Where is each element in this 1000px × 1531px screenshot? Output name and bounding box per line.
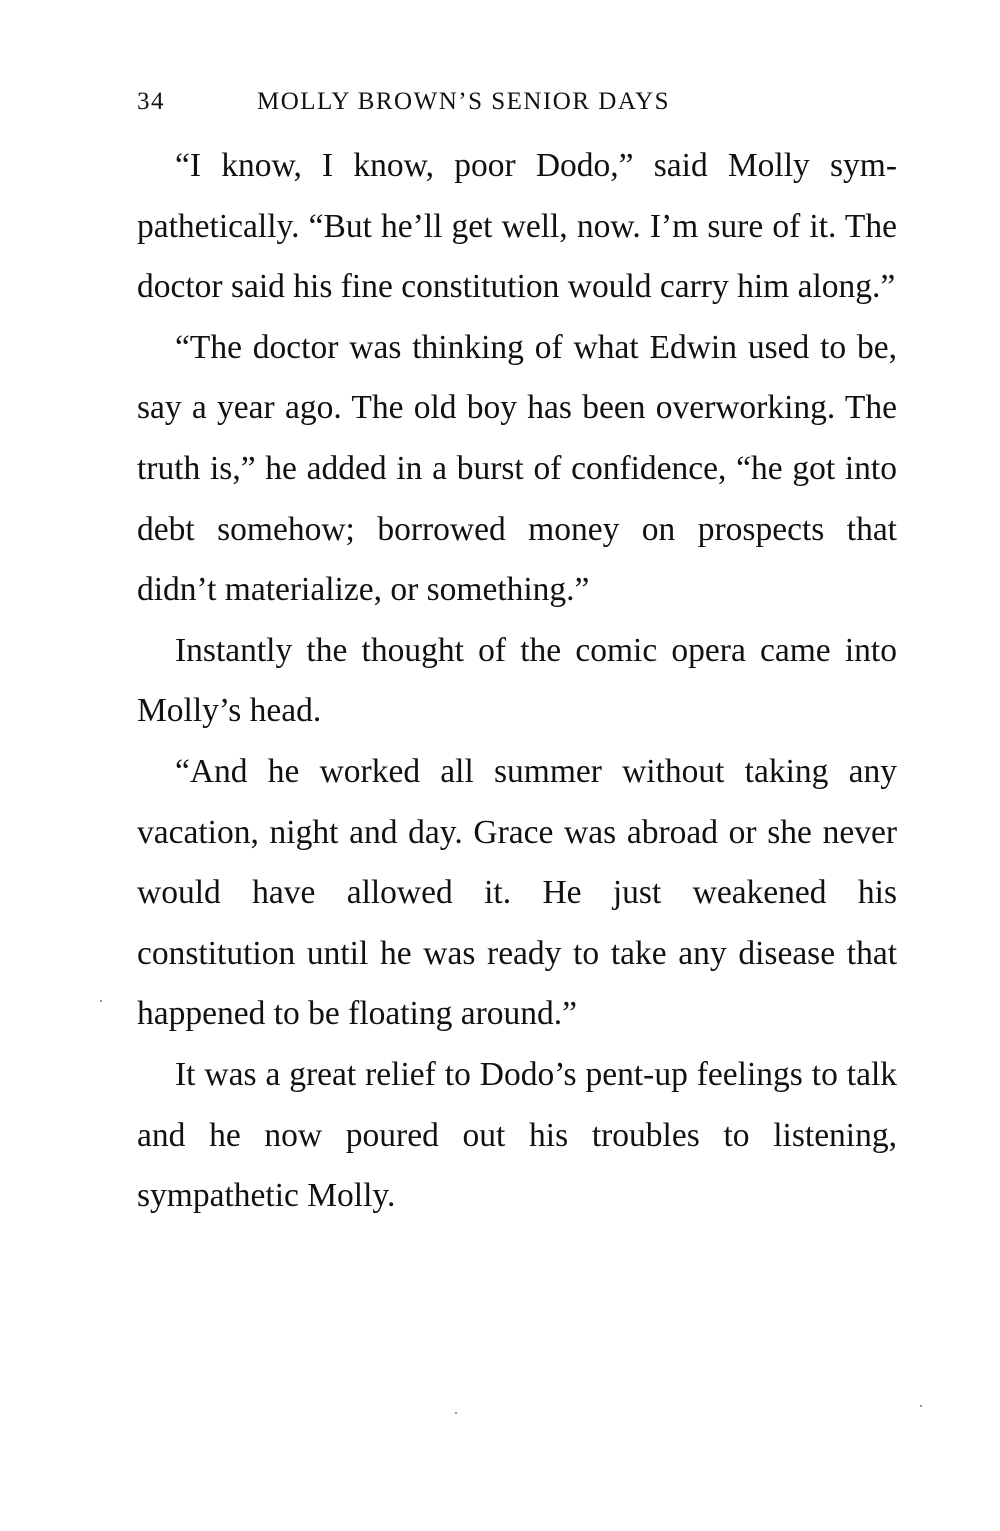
- scan-speck: [920, 1405, 922, 1407]
- paragraph-5: It was a great relief to Dodo’s pent-up feelings to talk and he now poured out his troubles to listening, sympathetic Molly.: [137, 1055, 897, 1215]
- page-number: 34: [137, 88, 165, 115]
- running-title: MOLLY BROWN’S SENIOR DAYS: [257, 88, 671, 115]
- page-header: [137, 82, 897, 122]
- scan-speck: [100, 1000, 102, 1002]
- body-text: [137, 136, 897, 1227]
- paragraph-3: Instantly the thought of the comic opera came into Molly’s head.: [137, 631, 897, 730]
- paragraph-1: “I know, I know, poor Dodo,” said Molly sympathetically. “But he’ll get well, now. I’m sure of it. The doctor said his fine constitution would carry him along.”: [137, 147, 897, 306]
- paragraph-4: “And he worked all summer without taking any vacation, night and day. Grace was abroad or she never would have allowed it. He just weakened his constitution until he was ready to take any disease that happened to be floating around.”: [137, 752, 897, 1033]
- paragraph-2: “The doctor was thinking of what Edwin used to be, say a year ago. The old boy has been overworking. The truth is,” he added in a burst of confidence, “he got into debt somehow; borrowed money on prospects that didn’t materialize, or something.”: [137, 328, 897, 609]
- scan-speck: [455, 1412, 457, 1414]
